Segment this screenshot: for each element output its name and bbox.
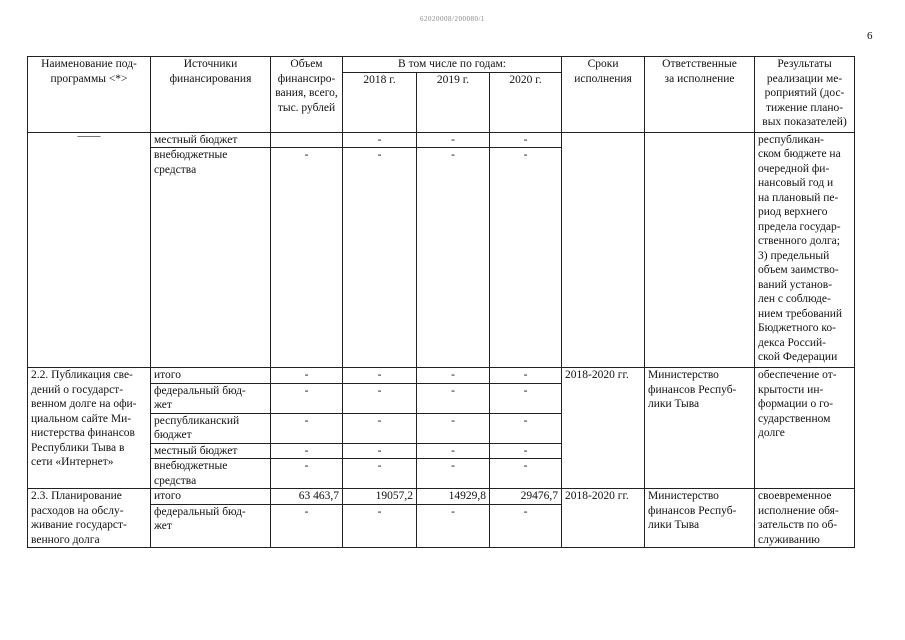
continuation-name: —— bbox=[28, 132, 151, 368]
source-cell: федеральный бюд- жет bbox=[151, 383, 271, 413]
item-2-3-responsible: Министерство финансов Респуб- лики Тыва bbox=[645, 489, 755, 548]
year-2019-cell: - bbox=[417, 413, 490, 443]
year-2018-cell: - bbox=[343, 132, 417, 148]
item-2-2-responsible: Министерство финансов Респуб- лики Тыва bbox=[645, 368, 755, 489]
item-2-2-results: обеспечение от- крытости ин- формации о го- сударственном долге bbox=[755, 368, 855, 489]
item-2-3-name: 2.3. Планирование расходов на обслу- живание государст- венного долга bbox=[28, 489, 151, 548]
year-2019-cell: - bbox=[417, 148, 490, 368]
volume-cell: - bbox=[271, 383, 343, 413]
item-2-3-results: своевременное исполнение обя- зательств по об- служиванию bbox=[755, 489, 855, 548]
year-2019-cell: - bbox=[417, 383, 490, 413]
year-2020-cell: - bbox=[490, 368, 562, 384]
year-2019-cell: - bbox=[417, 504, 490, 547]
year-2020-cell: - bbox=[490, 443, 562, 459]
year-2018-cell: - bbox=[343, 413, 417, 443]
responsible-cell bbox=[645, 132, 755, 368]
volume-cell: - bbox=[271, 459, 343, 489]
source-cell: внебюджетные средства bbox=[151, 148, 271, 368]
results-cell: республикан- ском бюджете на очередной фи- нансовый год и на плановый пе- риод верхнего предела государ- ственного долга; 3) предельный объем заимство- ваний установ- лен с соблюде- нием требований Бюджетного ко- декса Россий- ской Федерации bbox=[755, 132, 855, 368]
header-responsible: Ответственные за исполнение bbox=[645, 57, 755, 133]
volume-cell: - bbox=[271, 443, 343, 459]
header-row-1 bbox=[28, 57, 855, 73]
volume-cell: - bbox=[271, 148, 343, 368]
year-2020-cell: - bbox=[490, 459, 562, 489]
terms-cell bbox=[562, 132, 645, 368]
header-volume: Объем финансиро- вания, всего, тыс. рублей bbox=[271, 57, 343, 133]
item-2-2-name: 2.2. Публикация све- дений о государст- венном долге на офи- циальном сайте Ми- нистерства финансов Республики Тыва в сети «Интернет» bbox=[28, 368, 151, 489]
page-number: 6 bbox=[867, 30, 873, 42]
header-year-2019: 2019 г. bbox=[417, 72, 490, 132]
header-year-2020: 2020 г. bbox=[490, 72, 562, 132]
document-code: 62020008/200080/1 bbox=[420, 15, 485, 23]
header-name: Наименование под- программы <*> bbox=[28, 57, 151, 133]
year-2019-cell: - bbox=[417, 132, 490, 148]
header-source: Источники финансирования bbox=[151, 57, 271, 133]
year-2020-cell: - bbox=[490, 504, 562, 547]
header-year-2018: 2018 г. bbox=[343, 72, 417, 132]
year-2020-cell: - bbox=[490, 132, 562, 148]
table-row bbox=[28, 132, 855, 148]
volume-cell: - bbox=[271, 413, 343, 443]
year-2018-cell: - bbox=[343, 383, 417, 413]
volume-cell: - bbox=[271, 504, 343, 547]
year-2020-cell: - bbox=[490, 383, 562, 413]
program-table bbox=[27, 56, 855, 548]
source-cell: внебюджетные средства bbox=[151, 459, 271, 489]
item-2-3-terms: 2018-2020 гг. bbox=[562, 489, 645, 548]
year-2019-cell: - bbox=[417, 368, 490, 384]
year-2018-cell: - bbox=[343, 459, 417, 489]
year-2018-cell: - bbox=[343, 368, 417, 384]
header-years-group: В том числе по годам: bbox=[343, 57, 562, 73]
header-results: Результаты реализации ме- роприятий (дос- тижение плано- вых показателей) bbox=[755, 57, 855, 133]
table-row bbox=[28, 368, 855, 384]
item-2-2-terms: 2018-2020 гг. bbox=[562, 368, 645, 489]
year-2018-cell: - bbox=[343, 148, 417, 368]
year-2020-cell: - bbox=[490, 148, 562, 368]
source-cell: итого bbox=[151, 489, 271, 505]
table-row bbox=[28, 489, 855, 505]
source-cell: местный бюджет bbox=[151, 132, 271, 148]
source-cell: местный бюджет bbox=[151, 443, 271, 459]
year-2019-cell: - bbox=[417, 459, 490, 489]
year-2018-cell: - bbox=[343, 443, 417, 459]
year-2019-cell: - bbox=[417, 443, 490, 459]
year-2019-cell: 14929,8 bbox=[417, 489, 490, 505]
header-terms: Сроки исполнения bbox=[562, 57, 645, 133]
year-2018-cell: 19057,2 bbox=[343, 489, 417, 505]
volume-cell: - bbox=[271, 368, 343, 384]
year-2018-cell: - bbox=[343, 504, 417, 547]
volume-cell: 63 463,7 bbox=[271, 489, 343, 505]
year-2020-cell: - bbox=[490, 413, 562, 443]
year-2020-cell: 29476,7 bbox=[490, 489, 562, 505]
source-cell: итого bbox=[151, 368, 271, 384]
source-cell: федеральный бюд- жет bbox=[151, 504, 271, 547]
source-cell: республиканский бюджет bbox=[151, 413, 271, 443]
volume-cell bbox=[271, 132, 343, 148]
